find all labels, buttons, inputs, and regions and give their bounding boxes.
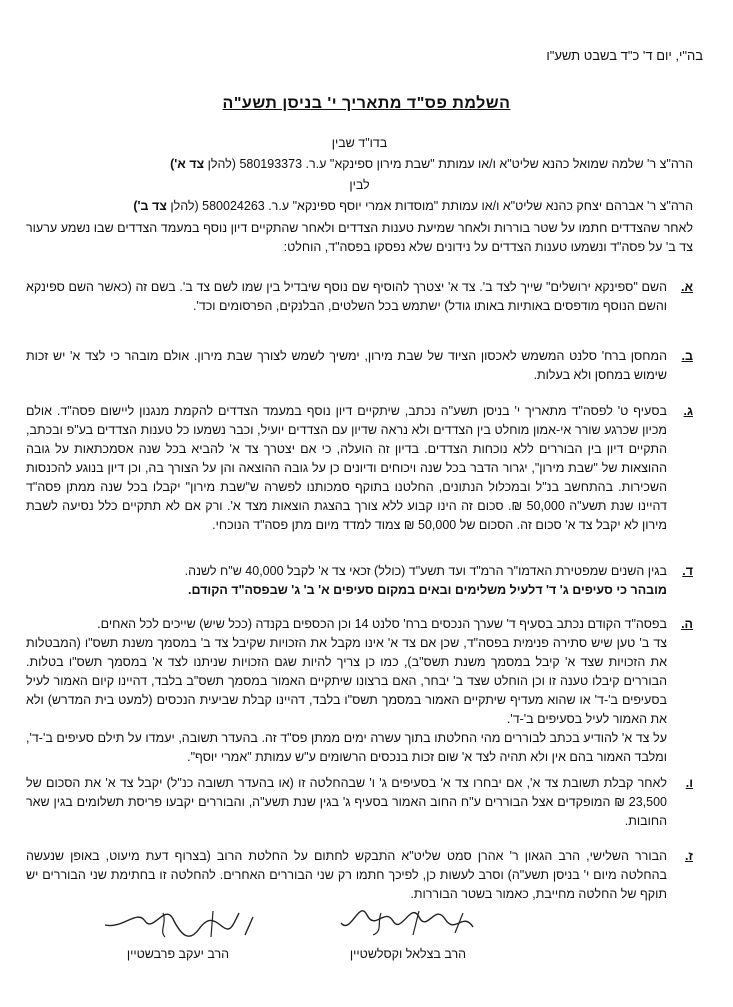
signatures-block <box>26 905 693 975</box>
intro-paragraph: לאחר שהצדדים חתמו על שטר בוררות ולאחר שמיעת טענות הצדדים ולאחר שהתקיים דיון נוסף במעמד הצדדים שבו נשמע ערעור צד ב' על פסה"ד ונשמעו טענות הצדדים על נידונים שלא נפסקו בפסה"ד, הוחלט: <box>26 221 693 254</box>
clause-letter: ה. <box>681 617 693 631</box>
party-a <box>26 154 693 175</box>
clause-text: בסעיף ט' לפסה"ד מתאריך י' בניסן תשע"ה נכתב, שיתקיים דיון נוסף במעמד הצדדים להקמת מנגנון ליישום פסה"ד. אולם מכיון שכרגע שורר אי-אמון מוחלט בין הצדדים ולא נראה שדיון עם הצדדים יועיל, וכבר נשמעו כל טענות הצדדים בע"פ ובכתב, התקיים דיון בין הבוררים ללא נוכחות הצדדים. בדיון זה הועלה, כי אם יצטרך צד א' להביא בכל שנה אסמכתאות על גובה ההוצאות של "שבת מירון", יגרור הדבר בכל שנה ויכוחים ודיונים כן על גובה ההוצאה והן על הצורך בה, וכן דיון בנוגע להכנסות השכירות. בהתחשב בנ"ל ובמכלול הנתונים, החלטנו בתוקף סמכותנו לפשרה ש"שבת מירון" יקבלו בכל שנה ממתן פסה"ד דהיינו שנת תשע"ה 50,000 ₪. סכום זה הינו קבוע ללא צורך בהצגת הוצאות מצד א'. ורק אם לא תתקיים כלל נסיעה לשבת מירון לא יקבל צד א' סכום זה. הסכום של 50,000 ₪ צמוד למדד מיום מתן פסה"ד הנוכחי. <box>26 404 667 532</box>
court-label: בדו"ד שבין <box>331 136 388 150</box>
clause-letter: ב. <box>681 349 693 363</box>
party-b-tag: צד ב') <box>133 199 167 213</box>
clause-d <box>26 562 693 600</box>
clause-paragraph: בפסה"ד הקודם נכתב בסעיף ד' שערך הנכסים ברח' סלנט 14 וכן הכספים בקנדה (ככל שיש) שייכים לכל האחים. <box>97 617 667 631</box>
clause-text: השם "ספינקא ירושלים" שייך לצד ב'. צד א' יצטרך להוסיף שם נוסף שיבדיל בין שמו לשם צד ב'. בשם זה (כאשר השם ספינקא והשם הנוסף מודפסים באותיות באותו גודל) ישתמש בכל השלטים, הבלנקים, הפרסומים וכד'. <box>26 280 667 313</box>
clause-letter: ו. <box>685 776 693 790</box>
clause-e <box>26 615 693 767</box>
clause-body <box>26 562 667 600</box>
party-a-tag: צד א') <box>170 157 205 171</box>
clause-paragraph: על צד א' להודיע בכתב לבוררים מהי החלטתו בתוך עשרה ימים ממתן פס"ד זה. בהעדר תשובה, יעמדו על תילם סעיפים ב'-ד', ומלבד האמור בהם אין ולא תהיה לצד א' שום זכות בנכסים הרשומים ע"ש עמותת "אמרי יוסף". <box>26 731 667 764</box>
party-b-text: הרה"צ ר' אברהם יצחק כהנא שליט"א ו/או עמותת "מוסדות אמרי יוסף ספינקא" ע.ר. 580024263 (להלן <box>170 199 693 213</box>
clause-note: מובהר כי סעיפים ג' ד' דלעיל משלימים ובאים במקום סעיפים א' ב' ג' שבפסה"ד הקודם. <box>188 583 667 597</box>
signature-2 <box>93 905 263 961</box>
clause-g <box>26 847 693 904</box>
versus-label: לבין <box>349 178 370 192</box>
clause-letter: א. <box>681 280 693 294</box>
document-title: השלמת פס"ד מתאריך י' בניסן תשע"ה <box>222 95 511 112</box>
clause-c <box>26 402 693 535</box>
signature-1 <box>323 905 493 961</box>
clause-text: הבורר השלישי, הרב הגאון ר' אהרן סמט שליט"א התבקש לחתום על החלטת הרוב (בצרוף דעת מיעוט, באופן שנעשה בהחלטה מיום י' בניסן תשע"ה) וסרב לעשות כן, לפיכך חתמו רק שני הבוררים האחרים. להחלטה זו בחתימת שני הבוררים יש תוקף של החלטה מחייבת, כאמור בשטר הבוררות. <box>26 849 667 901</box>
clause-text: המחסן ברח' סלנט המשמש לאכסון הציוד של שבת מירון, ימשיך לשמש לצורך שבת מירון. אולם מובהר כי לצד א' יש זכות שימוש במחסן ולא בעלות. <box>26 349 667 382</box>
parties-block <box>26 133 693 217</box>
clause-letter: ד. <box>682 564 693 578</box>
clause-b <box>26 347 693 385</box>
handwritten-signature-1 <box>323 905 493 943</box>
clause-letter: ג. <box>683 404 693 418</box>
party-a-text: הרה"צ ר' שלמה שמואל כהנא שליט"א ו/או עמותת "שבת מירון ספינקא" ע.ר. 580193373 (להלן <box>207 157 693 171</box>
document-date: בה"י, יום ד' כ"ד בשבט תשע"ו <box>546 48 703 63</box>
clause-body <box>26 615 667 767</box>
clause-letter: ז. <box>684 849 693 863</box>
clause-paragraph: צד ב' טען שיש סתירה פנימית בפסה"ד, שכן אם צד א' אינו מקבל את הזכויות שקיבל צד ב' במסמך משנת תשס"ו (המבטלות את הזכויות שצד א' קיבל במסמך משנת תשס"ב), כמו כן צריך להיות שגם הזכויות שניתנו לצד א' במסמך תשס"ו בטלות. הבוררים קיבלו טענה זו וכן הוחלט שצד ב' יבחר, האם ברצונו שיתקיים האמור במסמך תשס"ב בלבד, דהיינו קיום האמור לעיל בסעיפים ב'-ד' או שהוא מעדיף שיתקיים האמור במסמך תשס"ו בלבד, דהיינו קבלת שביעית הנכסים (למעט בית המדרש) ולא את האמור לעיל בסעיפים ב'-ד'. <box>26 636 667 726</box>
party-b <box>26 196 693 217</box>
clause-text: לאחר קבלת תשובת צד א', אם יבחרו צד א' בסעיפים ג' ו' שבהחלטה זו (או בהעדר תשובה כנ"ל) יקבל צד א' את הסכום של 23,500 ₪ המופקדים אצל הבוררים ע"ח החוב האמור בסעיף ג' בגין שנת תשע"ה, והבוררים יקבעו פריסת תשלומים בגין שאר החובות. <box>26 776 667 828</box>
handwritten-signature-2 <box>93 905 263 943</box>
clause-f <box>26 774 693 831</box>
signer-name: הרב בצלאל וקסלשטיין <box>349 947 467 961</box>
clause-a <box>26 278 693 316</box>
clause-text: בגין השנים שמפטירת האדמו"ר הרמ"ד ועד תשע"ד (כולל) זכאי צד א' לקבל 40,000 ש"ח לשנה. <box>184 564 667 578</box>
signer-name: הרב יעקב פרבשטיין <box>126 947 230 961</box>
